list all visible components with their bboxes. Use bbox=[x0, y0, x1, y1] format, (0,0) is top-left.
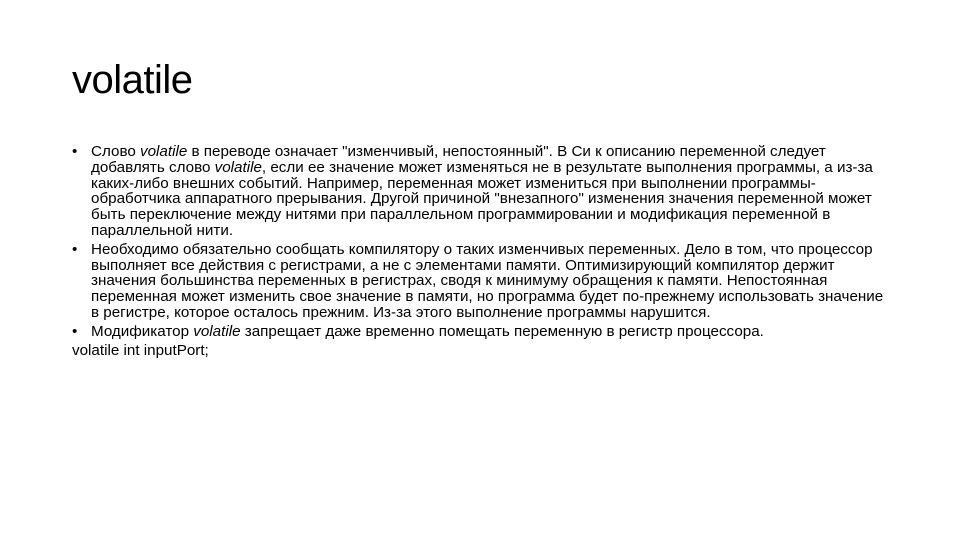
paragraph-1-text-middle: в переводе означает "изменчивый, непостоянный". В Си к описанию переменной следует добавлять слово bbox=[91, 143, 826, 176]
bullet-paragraph-3 bbox=[72, 324, 892, 340]
paragraph-3-text-end: запрещает даже временно помещать переменную в регистр процессора. bbox=[240, 322, 764, 340]
paragraph-1-italic-term-2: volatile bbox=[214, 158, 262, 176]
bullet-paragraph-2 bbox=[72, 242, 892, 321]
paragraph-1-text-start: Слово bbox=[91, 143, 141, 160]
bullet-icon: • bbox=[72, 322, 78, 340]
paragraph-1-italic-term-1: volatile bbox=[140, 143, 188, 160]
slide-body bbox=[72, 144, 892, 358]
bullet-icon: • bbox=[72, 143, 78, 160]
paragraph-3-italic-term: volatile bbox=[193, 322, 241, 340]
slide-title: volatile bbox=[72, 58, 193, 102]
paragraph-2-text: Необходимо обязательно сообщать компилятору о таких изменчивых переменных. Дело в том, что процессор выполняет все действия с регистрами, а не с элементами памяти. Оптимизирующий компилятор держит значения большинства переменных в регистрах, сводя к минимуму обращения к памяти. Непостоянная переменная может изменить свое значение в памяти, но программа будет по-прежнему использовать значение в регистре, которое осталось прежним. Из-за этого выполнение программы нарушится. bbox=[91, 240, 884, 321]
paragraph-3-text-start: Модификатор bbox=[91, 322, 194, 340]
bullet-icon: • bbox=[72, 240, 78, 258]
bullet-paragraph-1 bbox=[72, 144, 892, 239]
paragraph-1-text-end: , если ее значение может изменяться не в результате выполнения программы, а из-за каких-либо внешних событий. Например, переменная может измениться при выполнении программы-обработчика аппаратного прерывания. Другой причиной "внезапного" изменения значения переменной может быть переключение между нитями при параллельном программировании и модификация переменной в параллельной нити. bbox=[91, 158, 873, 239]
code-example-line: volatile int inputPort; bbox=[72, 341, 209, 359]
